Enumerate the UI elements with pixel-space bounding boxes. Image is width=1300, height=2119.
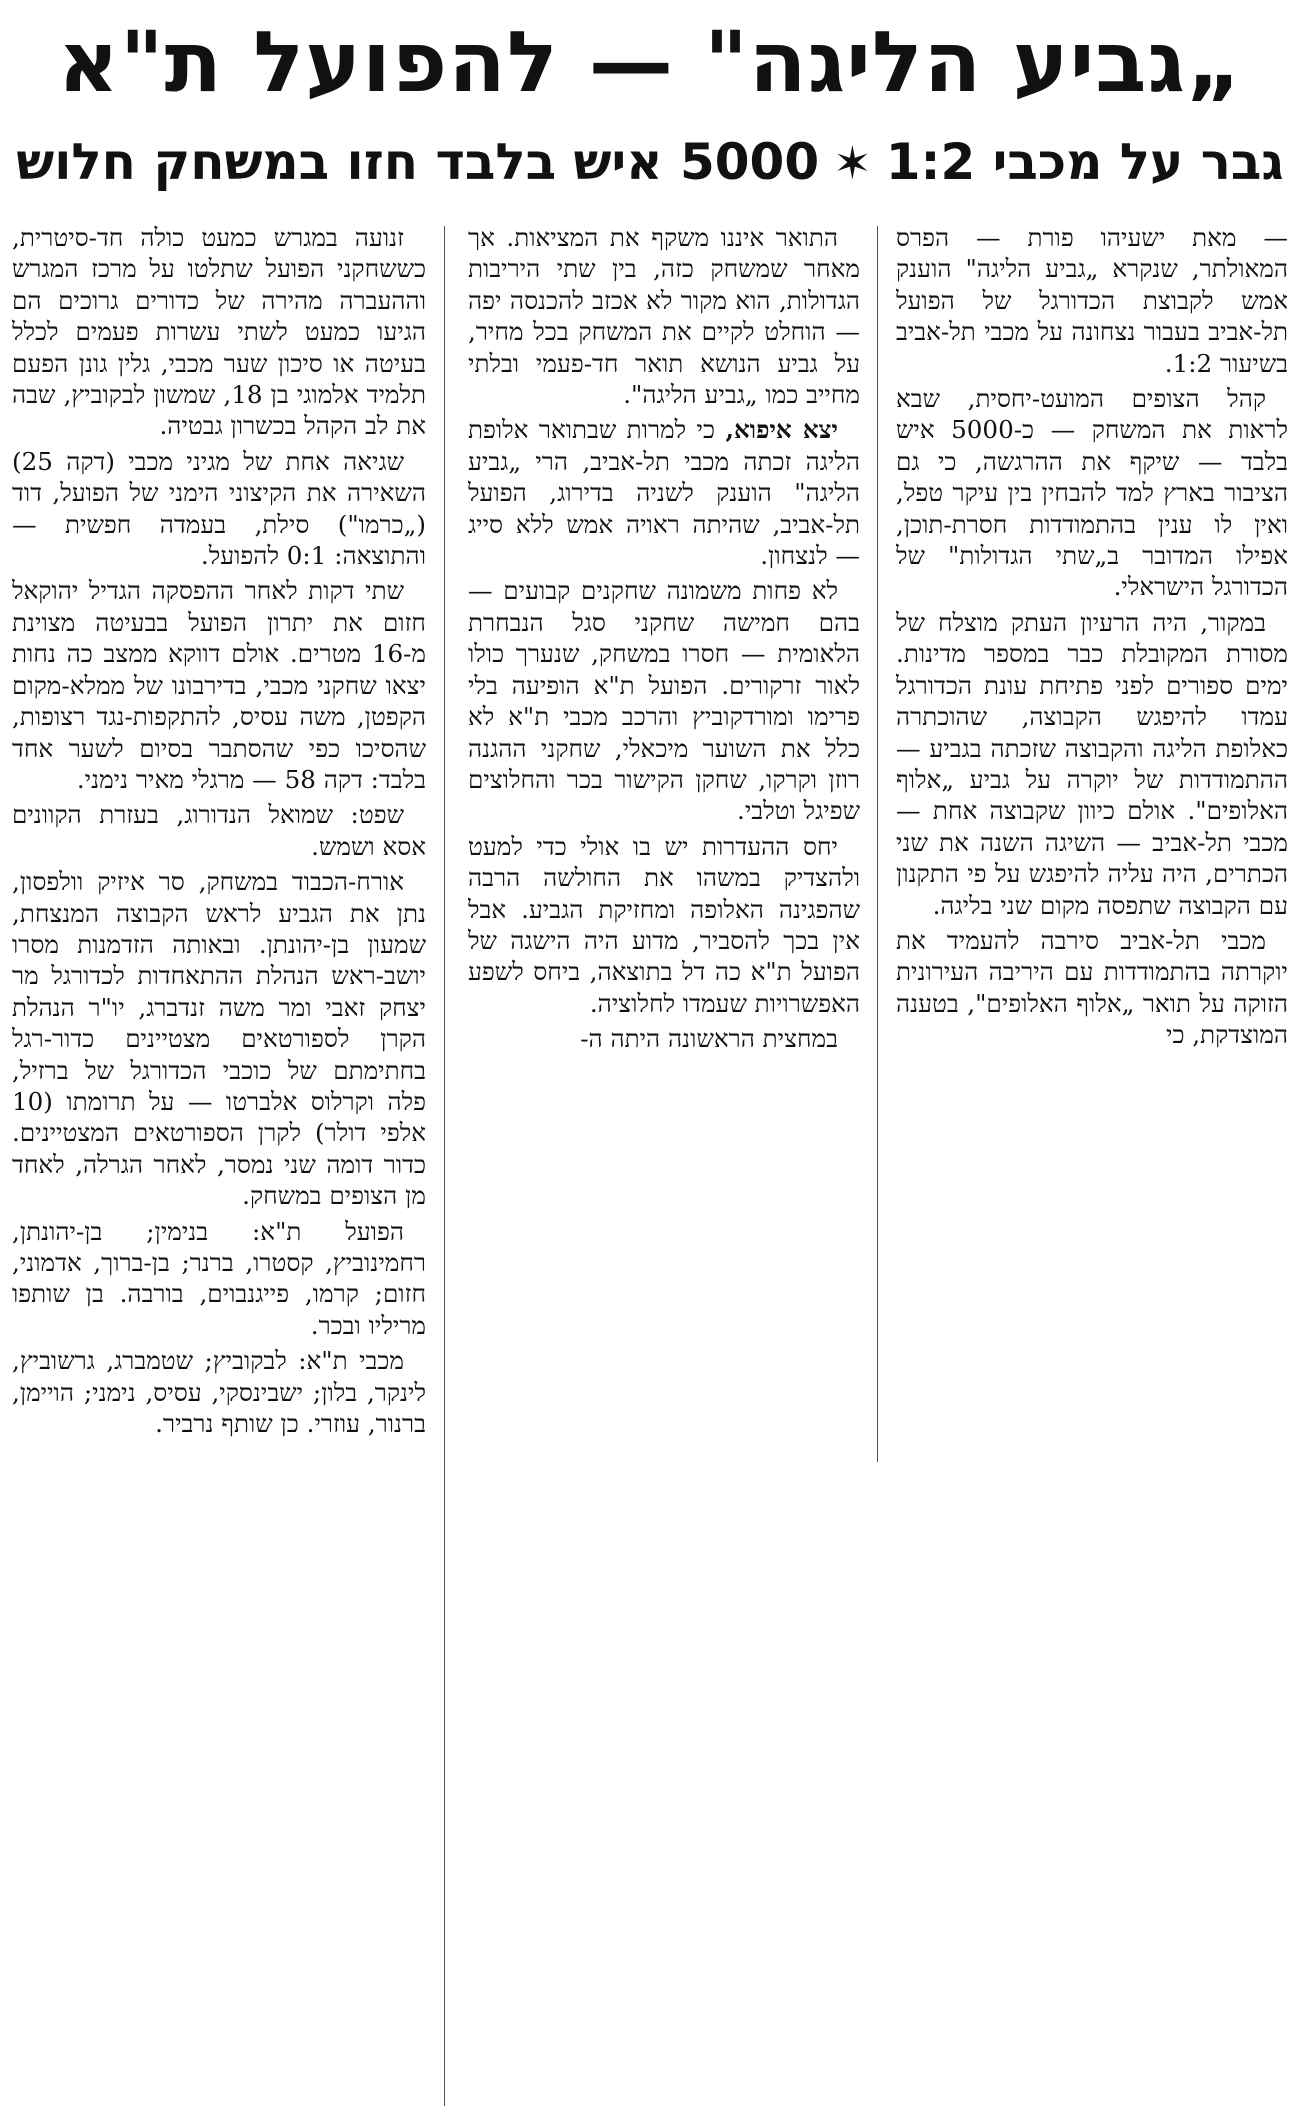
paragraph: במחצית הראשונה היתה ה- [580,1024,838,1054]
paragraph: שתי דקות לאחר ההפסקה הגדיל יהוקאל חזום את יתרון הפועל בבעיטה מצוינת מ-16 מטרים. אולם דווקא ממצב כה נחות יצאו שחקני מכבי, בדירבונו של ממלא-מקום הקפטן, משה עסיס, להתקפות-נגד רצופות, שהסיכו כפי שהסתבר בסיום לשער אחד בלבד: דקה 58 — מרגלי מאיר נימני. [12,576,426,794]
paragraph: שגיאה אחת של מגיני מכבי (דקה 25) השאירה את הקיצוני הימני של הפועל, דוד („כרמו") סילת, בעמדה חפשית — והתוצאה: 0:1 להפועל. [12,446,426,571]
paragraph: אורח-הכבוד במשחק, סר איזיק וולפסון, נתן את הגביע לראש הקבוצה המנצחת, שמעון בן-יהונתן. ובאותה הזדמנות מסרו יושב-ראש הנהלת ההתאחדות לכדורגל מר יצחק זאבי ומר משה זנדברג, יו"ר הנהלת הקרן לספורטאים מצטיינים כדור-רגל בחתימתם של כוכבי הכדורגל של ברזיל, פלה וקרלוס אלברטו — על תרומתו (10 אלפי דולר) לקרן הספורטאים המצטיינים. כדור דומה שני נמסר, לאחר הגרלה, לאחד מן הצופים במשחק. [12,867,426,1211]
star-icon: ✶ [833,136,872,190]
paragraph: לא פחות משמונה שחקנים קבועים — בהם חמישה שחקני סגל הנבחרת הלאומית — חסרו במשחק, שנערך כולו לאור זרקורים. הפועל ת"א הופיעה בלי פרימו ומורדקוביץ והרכב מכבי ת"א לא כלל את השוער מיכאלי, שחקני ההגנה רוזן וקרקו, שחקן הקישור בכר והחלוצים שפיגל וטלבי. [468,576,860,826]
subheadline [12,130,1288,195]
paragraph: — מאת ישעיהו פורת — הפרס המאולתר, שנקרא „גביע הליגה" הוענק אמש לקבוצת הכדורגל של הפועל תל-אביב בעבור נצחונה על מכבי תל-אביב בשיעור 1:2. [896,223,1288,378]
paragraph: מכבי תל-אביב סירבה להעמיד את יוקרתה בהתמודדות עם היריבה העירונית הזוקה על תואר „אלוף האלופים", בטענה המוצדקת, כי [896,925,1288,1050]
article-columns [12,222,1288,2112]
article-column-2 [468,222,860,1462]
paragraph-lead-in: יצא איפוא, [725,415,838,445]
column-divider [877,226,878,1462]
paragraph: מכבי ת"א: לבקוביץ; שטמברג, גרשוביץ, לינקר, בלון; ישבינסקי, עסיס, נימני; הויימן, ברנור, עוזרי. כן שותף נרביר. [12,1346,426,1439]
subheadline-score: גבר על מכבי 1:2 [885,133,1284,191]
paragraph: יחס ההעדרות יש בו אולי כדי למעט ולהצדיק במשהו את החולשה הרבה שהפגינה האלופה ומחזיקת הגביע. אבל אין בכך להסביר, מדוע היה הישגה של הפועל ת"א כה דל בתוצאה, ביחס לשפע האפשרויות שעמדו לחלוציה. [468,831,860,1018]
subheadline-attendance: 5000 איש בלבד חזו במשחק חלוש [16,133,820,191]
paragraph: זנועה במגרש כמעט כולה חד-סיטרית, כששחקני הפועל שתלטו על מרכז המגרש וההעברה מהירה של כדורים גרוכים הם הגיעו כמעט לשתי עשרות פעמים לכלל בעיטה או סיכון שער מכבי, גלין גונן הפעם תלמיד אלמוגי בן 18, שמשון לבקוביץ, שבה את לב הקהל בכשרון גבטיה. [12,223,426,441]
paragraph [468,414,860,571]
paragraph: שפט: שמואל הנדורוג, בעזרת הקוונים אסא ושמש. [12,800,426,861]
article-column-1 [896,222,1288,1462]
paragraph: הפועל ת"א: בנימין; בן-יהונתן, רחמינוביץ, קסטרו, ברנר; בן-ברוך, אדמוני, חזום; קרמו, פייגנבוים, בורבה. בן שותפו מריליו ובכר. [12,1216,426,1340]
paragraph: במקור, היה הרעיון העתק מוצלח של מסורת המקובלת כבר במספר מדינות. ימים ספורים לפני פתיחת עונת הכדורגל עמדו להיפגש הקבוצה, שהוכתרה כאלופת הליגה והקבוצה שזכתה בגביע — ההתמודדות של יוקרה על גביע „אלוף האלופים". אולם כיוון שקבוצה אחת — מכבי תל-אביב — השיגה השנה את שני הכתרים, היה עליה להיפגש על פי התקנון עם הקבוצה שתפסה מקום שני בליגה. [896,607,1288,920]
article-column-3 [12,222,426,2110]
headline: „גביע הליגה" — להפועל ת"א [57,13,1243,111]
paragraph-body: כי למרות שבתואר אלופת הליגה זכתה מכבי תל-אביב, הרי „גביע הליגה" הוענק לשניה בדירוג, הפועל תל-אביב, שהיתה ראויה אמש ללא סייג — לנצחון. [468,415,860,571]
paragraph: קהל הצופים המועט-יחסית, שבא לראות את המשחק — כ-5000 איש בלבד — שיקף את ההרגשה, כי גם הציבור בארץ למד להבחין בין עיקר טפל, ואין לו ענין בהתמודדות חסרת-תוכן, אפילו המדובר ב„שתי הגדולות" של הכדורגל הישראלי. [896,384,1288,602]
paragraph: התואר איננו משקף את המציאות. אך מאחר שמשחק כזה, בין שתי היריבות הגדולות, הוא מקור לא אכזב להכנסה יפה — הוחלט לקיים את המשחק בכל מחיר, על גביע הנושא תואר חד-פעמי ובלתי מחייב כמו „גביע הליגה". [468,223,860,410]
column-divider [444,226,445,2106]
